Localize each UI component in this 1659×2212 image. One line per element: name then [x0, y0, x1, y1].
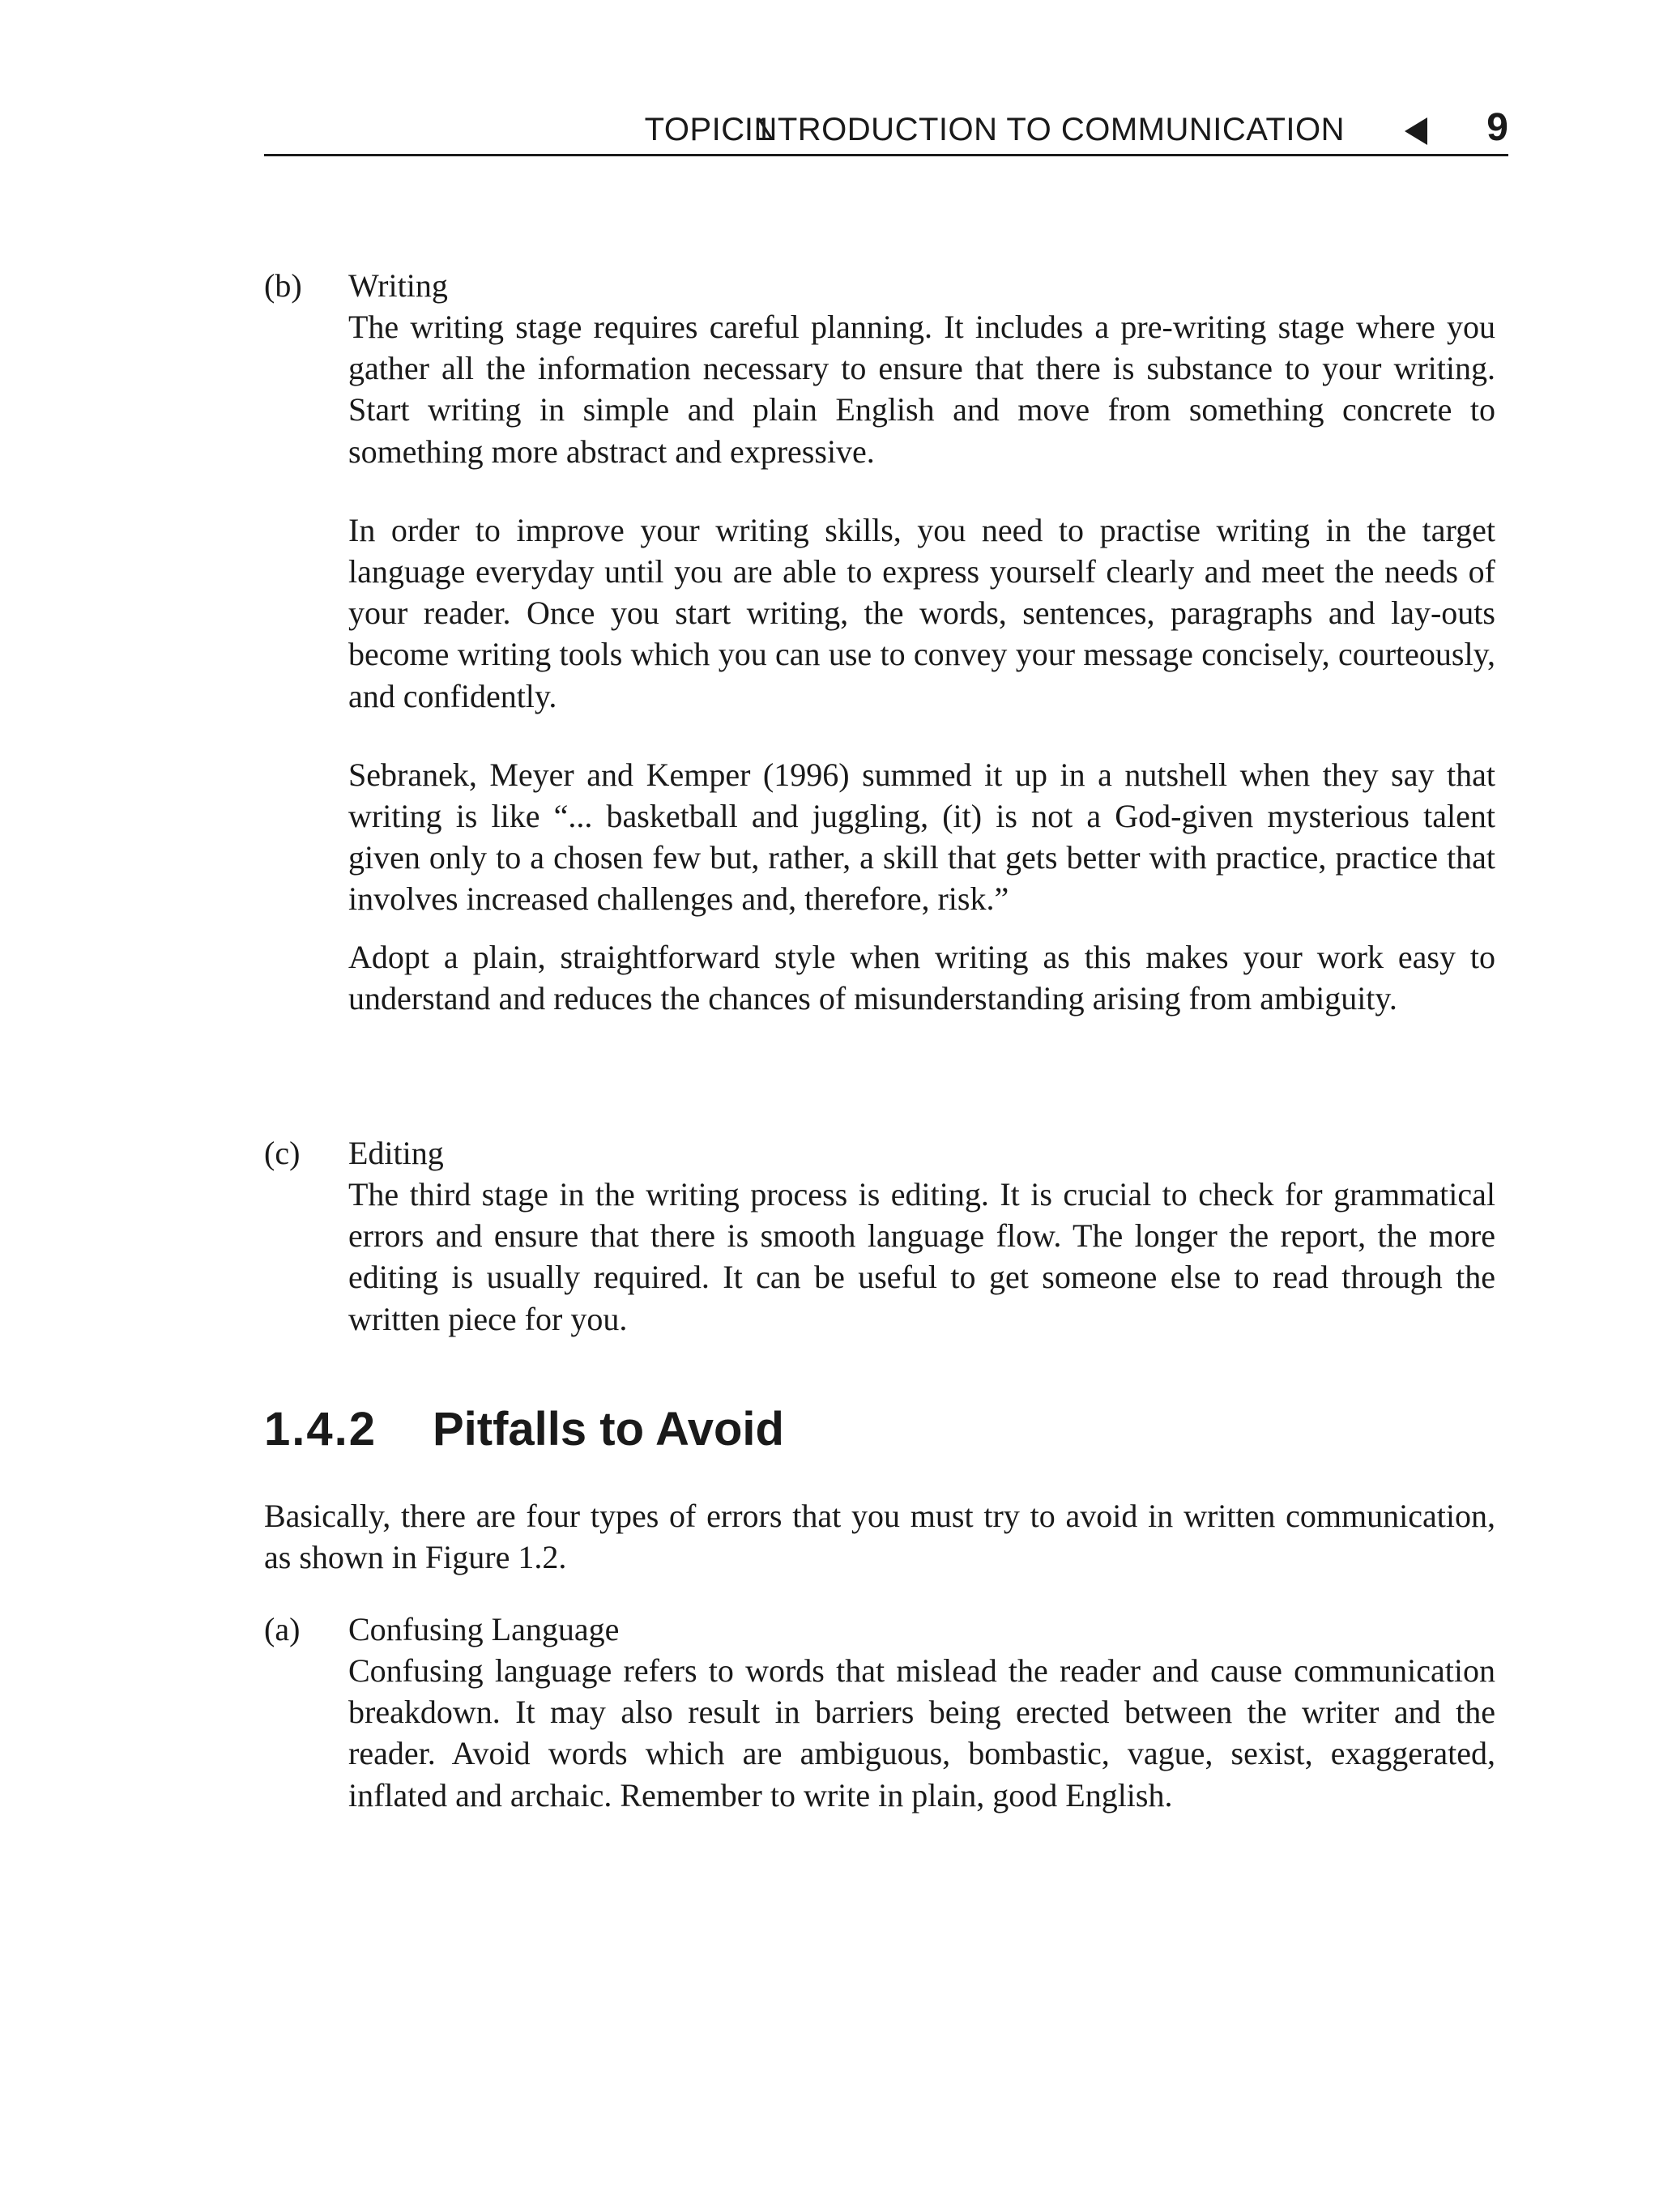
paragraph: The third stage in the writing process is editing. It is crucial to check for grammatical errors and ensure that there is smooth language flow. The longer the report, the more editing is usually required. It can be useful to get someone else to read through the written piece for you. — [348, 1176, 1495, 1337]
item-marker: (b) — [264, 267, 302, 304]
header-topic: TOPIC 1 — [644, 112, 773, 147]
section-title: Pitfalls to Avoid — [433, 1403, 784, 1455]
paragraph: Sebranek, Meyer and Kemper (1996) summed it up in a nutshell when they say that writing is like “... basketball and juggling, (it) is not a God-given mysterious talent given only to a chosen few but, rather, a skill that gets better with practice, practice that involves increased challenges and, therefore, risk.” — [348, 756, 1495, 918]
item-body — [348, 265, 1495, 1019]
section-heading — [264, 1401, 784, 1458]
item-marker: (a) — [264, 1611, 301, 1647]
item-body — [348, 1132, 1495, 1340]
section-number: 1.4.2 — [264, 1403, 377, 1455]
item-marker: (c) — [264, 1135, 301, 1171]
item-heading: Writing — [348, 267, 448, 304]
item-body — [348, 1609, 1495, 1816]
paragraph: Confusing language refers to words that mislead the reader and cause communication breakdown. It may also result in barriers being erected between the writer and the reader. Avoid words which are ambiguous, bombastic, vague, sexist, exaggerated, inflated and archaic. Remember to write in plain, good English. — [348, 1652, 1495, 1813]
paragraph: Adopt a plain, straightforward style when writing as this makes your work easy to understand and reduces the chances of misunderstanding arising from ambiguity. — [348, 938, 1495, 1016]
page-number: 9 — [1486, 106, 1508, 149]
paragraph: The writing stage requires careful planning. It includes a pre-writing stage where you gather all the information necessary to ensure that there is substance to your writing. Start writing in simple and plain English and move from something concrete to something more abstract and expressive. — [348, 309, 1495, 470]
section-intro: Basically, there are four types of errors that you must try to avoid in written communication, as shown in Figure 1.2. — [264, 1498, 1495, 1576]
running-header — [264, 104, 1508, 156]
header-title: INTRODUCTION TO COMMUNICATION — [744, 112, 1345, 147]
left-pointing-triangle-icon — [1405, 117, 1427, 145]
item-heading: Confusing Language — [348, 1611, 620, 1647]
paragraph: In order to improve your writing skills, you need to practise writing in the target language everyday until you are able to express yourself clearly and meet the needs of your reader. Once you start writing, the words, sentences, paragraphs and lay-outs become writing tools which you can use to convey your message concisely, courteously, and confidently. — [348, 511, 1495, 714]
item-heading: Editing — [348, 1135, 444, 1171]
